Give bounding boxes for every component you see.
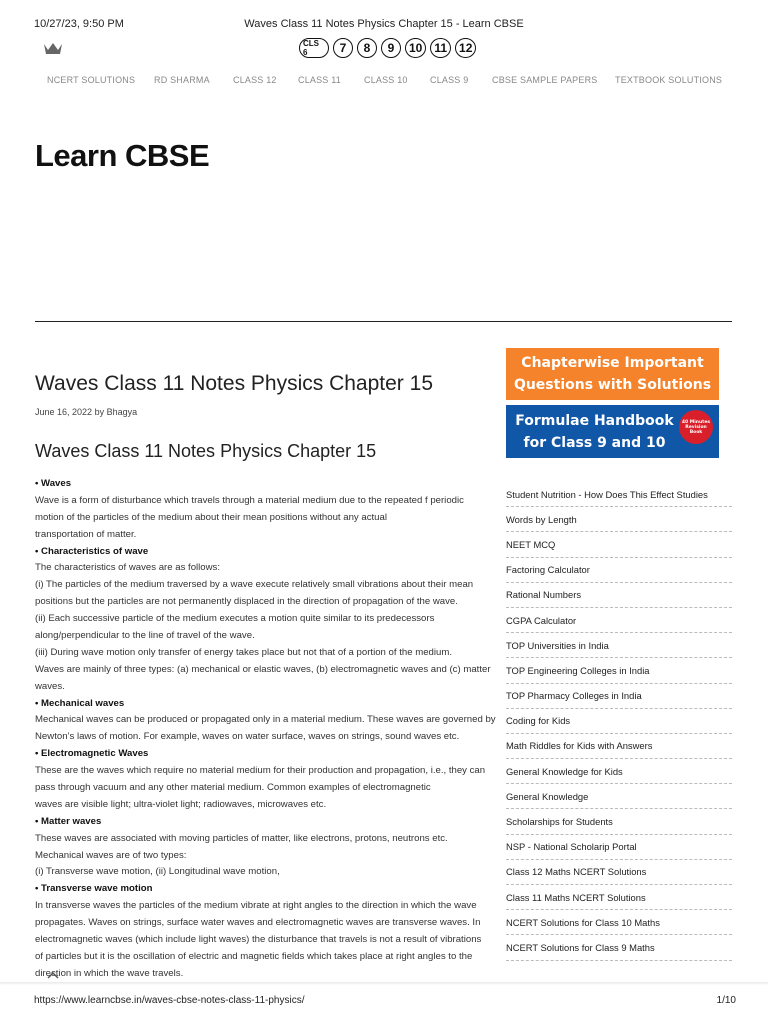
article-body (35, 476, 505, 983)
print-document-title: Waves Class 11 Notes Physics Chapter 15 - Learn CBSE (244, 18, 524, 30)
post-by: by (94, 407, 105, 417)
article-text-line: These waves are associated with moving particles of matter, like electrons, protons, neutrons etc. (35, 832, 448, 844)
article-text-line: waves are visible light; ultra-violet light; radiowaves, microwaves etc. (35, 798, 327, 810)
class-pill[interactable]: 9 (381, 38, 401, 58)
banner-blue-line2: for Class 9 and 10 (523, 434, 666, 451)
sidebar-link[interactable]: NCERT Solutions for Class 10 Maths (506, 910, 732, 935)
banner-blue-line1: Formulae Handbook (515, 412, 674, 429)
article-text-line: positions but the particles are not permanently displaced in the direction of propagation of the wave. (35, 596, 458, 608)
post-title: Waves Class 11 Notes Physics Chapter 15 (35, 372, 433, 395)
article-text-line: Wave is a form of disturbance which travels through a material medium due to the repeated f periodic (35, 494, 464, 506)
sidebar-links (506, 482, 732, 961)
nav-item[interactable]: TEXTBOOK SOLUTIONS (615, 75, 723, 85)
footer-url: https://www.learncbse.in/waves-cbse-notes-class-11-physics/ (34, 995, 305, 1006)
sidebar-link[interactable]: NSP - National Scholarip Portal (506, 835, 732, 860)
class-pill[interactable]: 12 (455, 38, 476, 58)
class-selector (299, 38, 476, 58)
article-text-line: waves. (35, 680, 65, 692)
article-subheading: • Electromagnetic Waves (35, 748, 149, 760)
class-pill[interactable]: 11 (430, 38, 451, 58)
class-pill[interactable]: 8 (357, 38, 377, 58)
nav-item[interactable]: CLASS 9 (430, 75, 469, 85)
nav-item[interactable]: CLASS 12 (233, 75, 277, 85)
page-edge-shadow (0, 982, 768, 985)
nav-item[interactable]: NCERT SOLUTIONS (47, 75, 136, 85)
article-subheading: • Waves (35, 478, 72, 489)
sidebar-link[interactable]: General Knowledge for Kids (506, 759, 732, 784)
article-text-line: Waves are mainly of three types: (a) mechanical or elastic waves, (b) electromagnetic waves and (c) matter (35, 663, 491, 675)
footer-page-number: 1/10 (716, 995, 736, 1006)
sidebar-link[interactable]: Coding for Kids (506, 709, 732, 734)
print-datetime: 10/27/23, 9:50 PM (34, 18, 124, 30)
article-text-line: (iii) During wave motion only transfer of energy takes place but not that of a portion of the medium. (35, 646, 453, 658)
class-pill[interactable]: CLS 6 (299, 38, 329, 58)
formulae-handbook-banner[interactable] (506, 405, 719, 458)
sidebar-link[interactable]: Rational Numbers (506, 583, 732, 608)
article-subheading: • Characteristics of wave (35, 545, 149, 557)
article-subheading: • Matter waves (35, 815, 102, 827)
sidebar-link[interactable]: CGPA Calculator (506, 608, 732, 633)
sidebar-link[interactable]: Student Nutrition - How Does This Effect Studies (506, 482, 732, 507)
sidebar-link[interactable]: TOP Engineering Colleges in India (506, 658, 732, 683)
sidebar-link[interactable]: Math Riddles for Kids with Answers (506, 734, 732, 759)
banner-orange-line2: Questions with Solutions (513, 377, 712, 393)
post-author[interactable]: Bhagya (106, 407, 138, 417)
article-text-line: Newton’s laws of motion. For example, waves on water surface, waves on strings, sound waves etc. (35, 731, 460, 743)
article-text-line: In transverse waves the particles of the medium vibrate at right angles to the direction in which the wave (35, 900, 477, 912)
sidebar-link[interactable]: Class 12 Maths NCERT Solutions (506, 860, 732, 885)
article-text-line: propagates. Waves on strings, surface water waves and electromagnetic waves are transverse waves. In (35, 917, 481, 929)
sidebar-link[interactable]: TOP Universities in India (506, 633, 732, 658)
article-text-line: along/perpendicular to the line of travel of the wave. (35, 630, 255, 642)
banner-orange-line1: Chapterwise Important (521, 355, 704, 371)
crown-icon[interactable] (43, 41, 63, 55)
article-text-line: pass through vacuum and any other material medium. Common examples of electromagnetic (35, 782, 431, 794)
sidebar-link[interactable]: Class 11 Maths NCERT Solutions (506, 885, 732, 910)
sidebar-link[interactable]: Scholarships for Students (506, 809, 732, 834)
revision-badge: 40 Minutes Revision Book (679, 410, 713, 444)
article-text-line: (i) The particles of the medium traversed by a wave execute relatively small vibrations about their mean (35, 579, 474, 591)
sidebar-link[interactable]: General Knowledge (506, 784, 732, 809)
article-text-line: of particles but it is the oscillation of electric and magnetic fields which takes place at right angles to the (35, 950, 473, 962)
section-title: Waves Class 11 Notes Physics Chapter 15 (35, 441, 377, 461)
post-meta (35, 407, 137, 417)
sidebar-link[interactable]: Factoring Calculator (506, 558, 732, 583)
article-text-line: direction in which the wave travels. (35, 967, 184, 979)
article-subheading: • Mechanical waves (35, 697, 125, 709)
article-subheading: • Transverse wave motion (35, 883, 153, 895)
article-text-line: Mechanical waves are of two types: (35, 849, 187, 861)
post-date: June 16, 2022 (35, 407, 93, 417)
article-text-line: (ii) Each successive particle of the medium executes a motion quite similar to its predecessors (35, 613, 435, 625)
article-text-line: motion of the particles of the medium about their mean positions without any actual (35, 511, 387, 523)
sidebar-link[interactable]: TOP Pharmacy Colleges in India (506, 684, 732, 709)
sidebar-link[interactable]: Words by Length (506, 507, 732, 532)
class-pill[interactable]: 7 (333, 38, 353, 58)
article-text-line: These are the waves which require no material medium for their production and propagation, i.e., they can (35, 765, 486, 777)
article-text-line: Mechanical waves can be produced or propagated only in a material medium. These waves are governed by (35, 714, 496, 726)
header-divider (35, 321, 732, 322)
site-logo[interactable]: Learn CBSE (35, 138, 210, 173)
nav-item[interactable]: CBSE SAMPLE PAPERS (492, 75, 598, 85)
sidebar-link[interactable]: NEET MCQ (506, 532, 732, 557)
article-text-line: (i) Transverse wave motion, (ii) Longitudinal wave motion, (35, 866, 280, 878)
article-text-line: The characteristics of waves are as follows: (35, 562, 221, 574)
class-pill[interactable]: 10 (405, 38, 426, 58)
chevron-up-icon[interactable] (46, 970, 60, 980)
article-text-line: transportation of matter. (35, 528, 137, 540)
nav-item[interactable]: CLASS 10 (364, 75, 408, 85)
nav-item[interactable]: CLASS 11 (298, 75, 341, 85)
chapterwise-questions-banner[interactable] (506, 348, 719, 400)
nav-item[interactable]: RD SHARMA (154, 75, 210, 85)
article-text-line: electromagnetic waves (which include light waves) the disturbance that travels is not a result of vibrations (35, 934, 482, 946)
sidebar-link[interactable]: NCERT Solutions for Class 9 Maths (506, 935, 732, 960)
